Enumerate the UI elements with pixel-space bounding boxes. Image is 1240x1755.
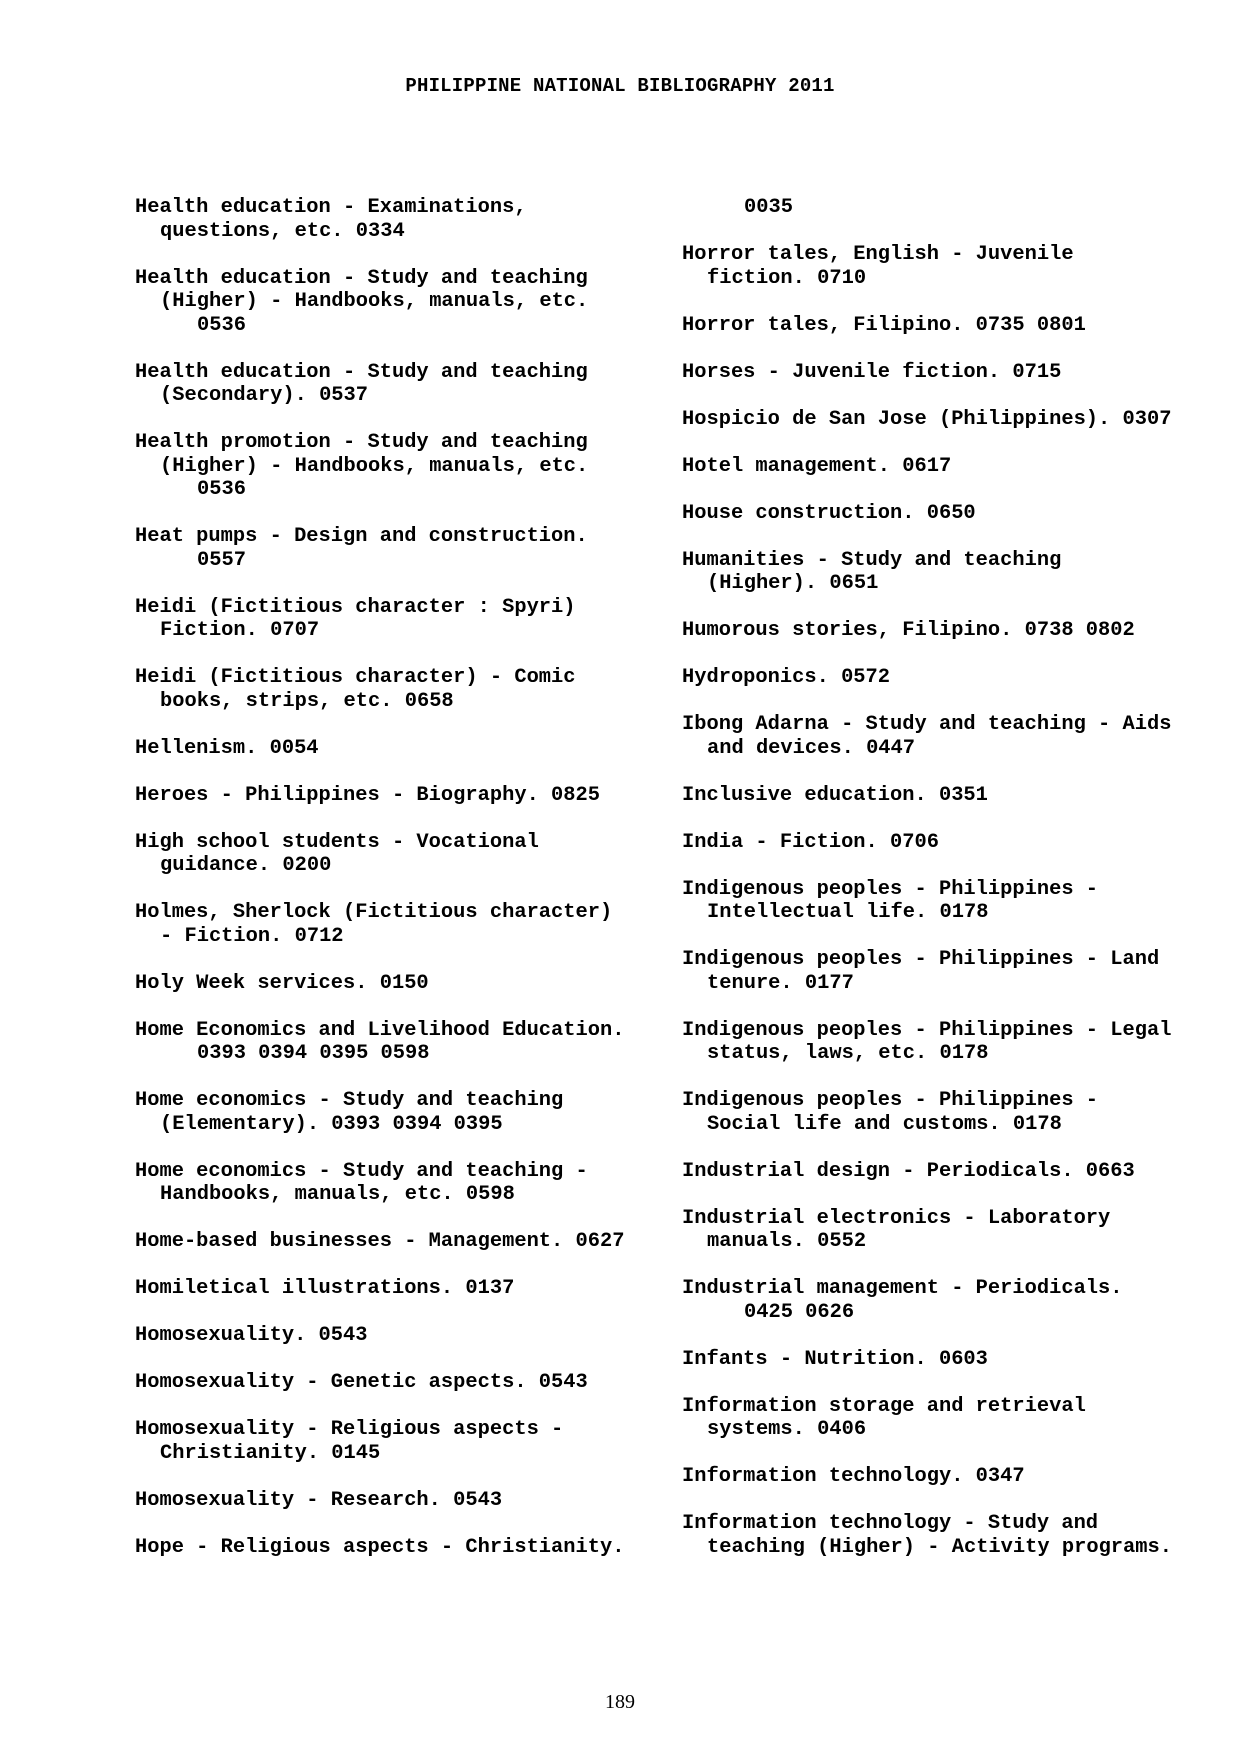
index-entry [682, 1277, 1212, 1324]
index-entry-heading: Holy Week services. 0150 [135, 971, 429, 995]
index-entry-heading: Heidi (Fictitious character) - Comic [135, 666, 576, 689]
index-entry [135, 525, 665, 572]
index-entry [682, 1512, 1212, 1559]
index-entry [135, 1489, 665, 1513]
index-entry [135, 737, 665, 761]
index-entry-continuation: questions, etc. 0334 [160, 219, 405, 243]
index-entry [135, 1418, 665, 1465]
index-entry [682, 455, 1212, 479]
index-entry-heading: Health education - Study and teaching [135, 360, 588, 384]
index-entry-continuation: Social life and customs. 0178 [707, 1112, 1062, 1136]
index-entry [135, 1277, 665, 1301]
index-entry [135, 1019, 665, 1066]
index-entry [682, 1089, 1212, 1136]
index-entry [135, 1536, 665, 1560]
page-number: 189 [605, 1691, 635, 1713]
index-entry [682, 314, 1212, 338]
index-column-right [682, 196, 1212, 1583]
index-entry-continuation: (Higher) - Handbooks, manuals, etc. [160, 454, 589, 478]
index-entry-continuation: systems. 0406 [707, 1418, 867, 1441]
index-entry [135, 1371, 665, 1395]
index-entry-heading: Home economics - Study and teaching [135, 1089, 564, 1112]
index-entry [682, 408, 1212, 432]
index-entry-heading: Holmes, Sherlock (Fictitious character) [135, 901, 613, 924]
index-entry-continuation: Christianity. 0145 [160, 1441, 381, 1465]
index-entry [682, 196, 1212, 220]
index-entry [135, 267, 665, 338]
index-entry [135, 784, 665, 808]
index-entry [135, 596, 665, 643]
index-entry-heading: Indigenous peoples - Philippines - Land [682, 948, 1160, 971]
index-entry-heading: Inclusive education. 0351 [682, 783, 988, 807]
index-entry-heading: House construction. 0650 [682, 501, 976, 525]
index-entry-continuation: (Higher) - Handbooks, manuals, etc. [160, 290, 589, 313]
index-entry [682, 1348, 1212, 1372]
index-entry-continuation: 0425 0626 [744, 1300, 855, 1324]
index-entry-heading: Infants - Nutrition. 0603 [682, 1347, 988, 1371]
index-entry-heading: Health education - Study and teaching [135, 266, 588, 290]
index-entry-heading: Industrial design - Periodicals. 0663 [682, 1159, 1135, 1183]
index-entry-continuation: tenure. 0177 [707, 971, 854, 995]
index-entry-continuation: - Fiction. 0712 [160, 924, 344, 948]
index-entry-heading: Homosexuality - Religious aspects - [135, 1418, 564, 1441]
index-entry-heading: 0035 [744, 196, 793, 219]
index-entry-continuation: 0557 [197, 548, 246, 572]
index-entry-continuation: status, laws, etc. 0178 [707, 1042, 989, 1065]
index-entry-continuation: manuals. 0552 [707, 1230, 867, 1253]
index-entry [682, 831, 1212, 855]
index-entry [135, 196, 665, 243]
index-entry [682, 878, 1212, 925]
index-entry-heading: Heat pumps - Design and construction. [135, 525, 588, 548]
index-entry-heading: Health promotion - Study and teaching [135, 431, 588, 454]
index-entry-continuation: (Secondary). 0537 [160, 384, 369, 407]
index-entry-continuation: fiction. 0710 [707, 266, 867, 290]
index-entry-continuation: Fiction. 0707 [160, 619, 320, 642]
index-entry [682, 784, 1212, 808]
index-entry-continuation: Handbooks, manuals, etc. 0598 [160, 1183, 515, 1206]
index-entry-heading: Indigenous peoples - Philippines - [682, 1089, 1099, 1112]
index-entry [682, 243, 1212, 290]
index-entry [135, 1160, 665, 1207]
index-column-left [135, 196, 665, 1583]
index-entry-heading: Horror tales, English - Juvenile [682, 243, 1074, 266]
index-entry [682, 1395, 1212, 1442]
index-entry-heading: Information storage and retrieval [682, 1394, 1086, 1418]
index-entry [135, 972, 665, 996]
index-entry-heading: India - Fiction. 0706 [682, 830, 939, 854]
index-entry [135, 1230, 665, 1254]
index-entry-continuation: 0393 0394 0395 0598 [197, 1042, 430, 1065]
index-entry [682, 619, 1212, 643]
index-entry-heading: Homosexuality. 0543 [135, 1324, 368, 1347]
index-entry [135, 361, 665, 408]
index-entry-continuation: 0536 [197, 478, 246, 501]
index-entry [135, 901, 665, 948]
index-entry [135, 1089, 665, 1136]
index-entry-heading: Home-based businesses - Management. 0627 [135, 1230, 625, 1253]
index-entry-heading: High school students - Vocational [135, 830, 539, 854]
index-entry-heading: Home economics - Study and teaching - [135, 1159, 588, 1183]
index-entry [682, 549, 1212, 596]
index-entry-heading: Horror tales, Filipino. 0735 0801 [682, 313, 1086, 337]
index-entry [682, 1465, 1212, 1489]
index-entry-heading: Hope - Religious aspects - Christianity. [135, 1535, 625, 1559]
index-entry-continuation: and devices. 0447 [707, 736, 916, 760]
index-entry-heading: Industrial management - Periodicals. [682, 1277, 1123, 1300]
index-entry [682, 1160, 1212, 1184]
index-entry [682, 1019, 1212, 1066]
index-entry-heading: Indigenous peoples - Philippines - Legal [682, 1018, 1172, 1042]
index-entry-heading: Hellenism. 0054 [135, 736, 319, 760]
index-entry [135, 831, 665, 878]
index-entry [682, 713, 1212, 760]
index-entry [135, 431, 665, 502]
index-entry-continuation: Intellectual life. 0178 [707, 901, 989, 924]
index-entry [135, 1324, 665, 1348]
index-entry-continuation: guidance. 0200 [160, 854, 332, 877]
index-entry-heading: Homosexuality - Research. 0543 [135, 1488, 503, 1512]
index-entry-heading: Humorous stories, Filipino. 0738 0802 [682, 619, 1135, 642]
index-entry-continuation: teaching (Higher) - Activity programs. [707, 1535, 1172, 1559]
index-entry-heading: Hydroponics. 0572 [682, 666, 891, 689]
index-entry [682, 948, 1212, 995]
index-entry [682, 502, 1212, 526]
index-entry-continuation: (Elementary). 0393 0394 0395 [160, 1112, 503, 1136]
index-entry-heading: Humanities - Study and teaching [682, 548, 1062, 572]
index-entry [135, 666, 665, 713]
index-entry [682, 666, 1212, 690]
index-entry-heading: Heidi (Fictitious character : Spyri) [135, 595, 576, 619]
index-entry-continuation: (Higher). 0651 [707, 572, 879, 595]
index-entry-heading: Homiletical illustrations. 0137 [135, 1277, 515, 1300]
index-entry-heading: Heroes - Philippines - Biography. 0825 [135, 783, 600, 807]
page-header: PHILIPPINE NATIONAL BIBLIOGRAPHY 2011 [405, 75, 835, 97]
index-entry-continuation: 0536 [197, 313, 246, 337]
index-entry-heading: Industrial electronics - Laboratory [682, 1206, 1111, 1230]
index-entry-heading: Information technology - Study and [682, 1512, 1099, 1535]
index-entry-heading: Ibong Adarna - Study and teaching - Aids [682, 713, 1172, 736]
index-entry-continuation: books, strips, etc. 0658 [160, 689, 454, 713]
index-entry-heading: Homosexuality - Genetic aspects. 0543 [135, 1371, 588, 1394]
index-entry-heading: Hotel management. 0617 [682, 454, 952, 478]
index-entry-heading: Horses - Juvenile fiction. 0715 [682, 360, 1062, 384]
index-entry-heading: Information technology. 0347 [682, 1465, 1025, 1488]
index-entry-heading: Home Economics and Livelihood Education. [135, 1018, 625, 1042]
index-entry [682, 361, 1212, 385]
index-entry-heading: Health education - Examinations, [135, 196, 527, 219]
index-entry-heading: Indigenous peoples - Philippines - [682, 877, 1099, 901]
index-entry [682, 1207, 1212, 1254]
index-entry-heading: Hospicio de San Jose (Philippines). 0307 [682, 407, 1172, 431]
